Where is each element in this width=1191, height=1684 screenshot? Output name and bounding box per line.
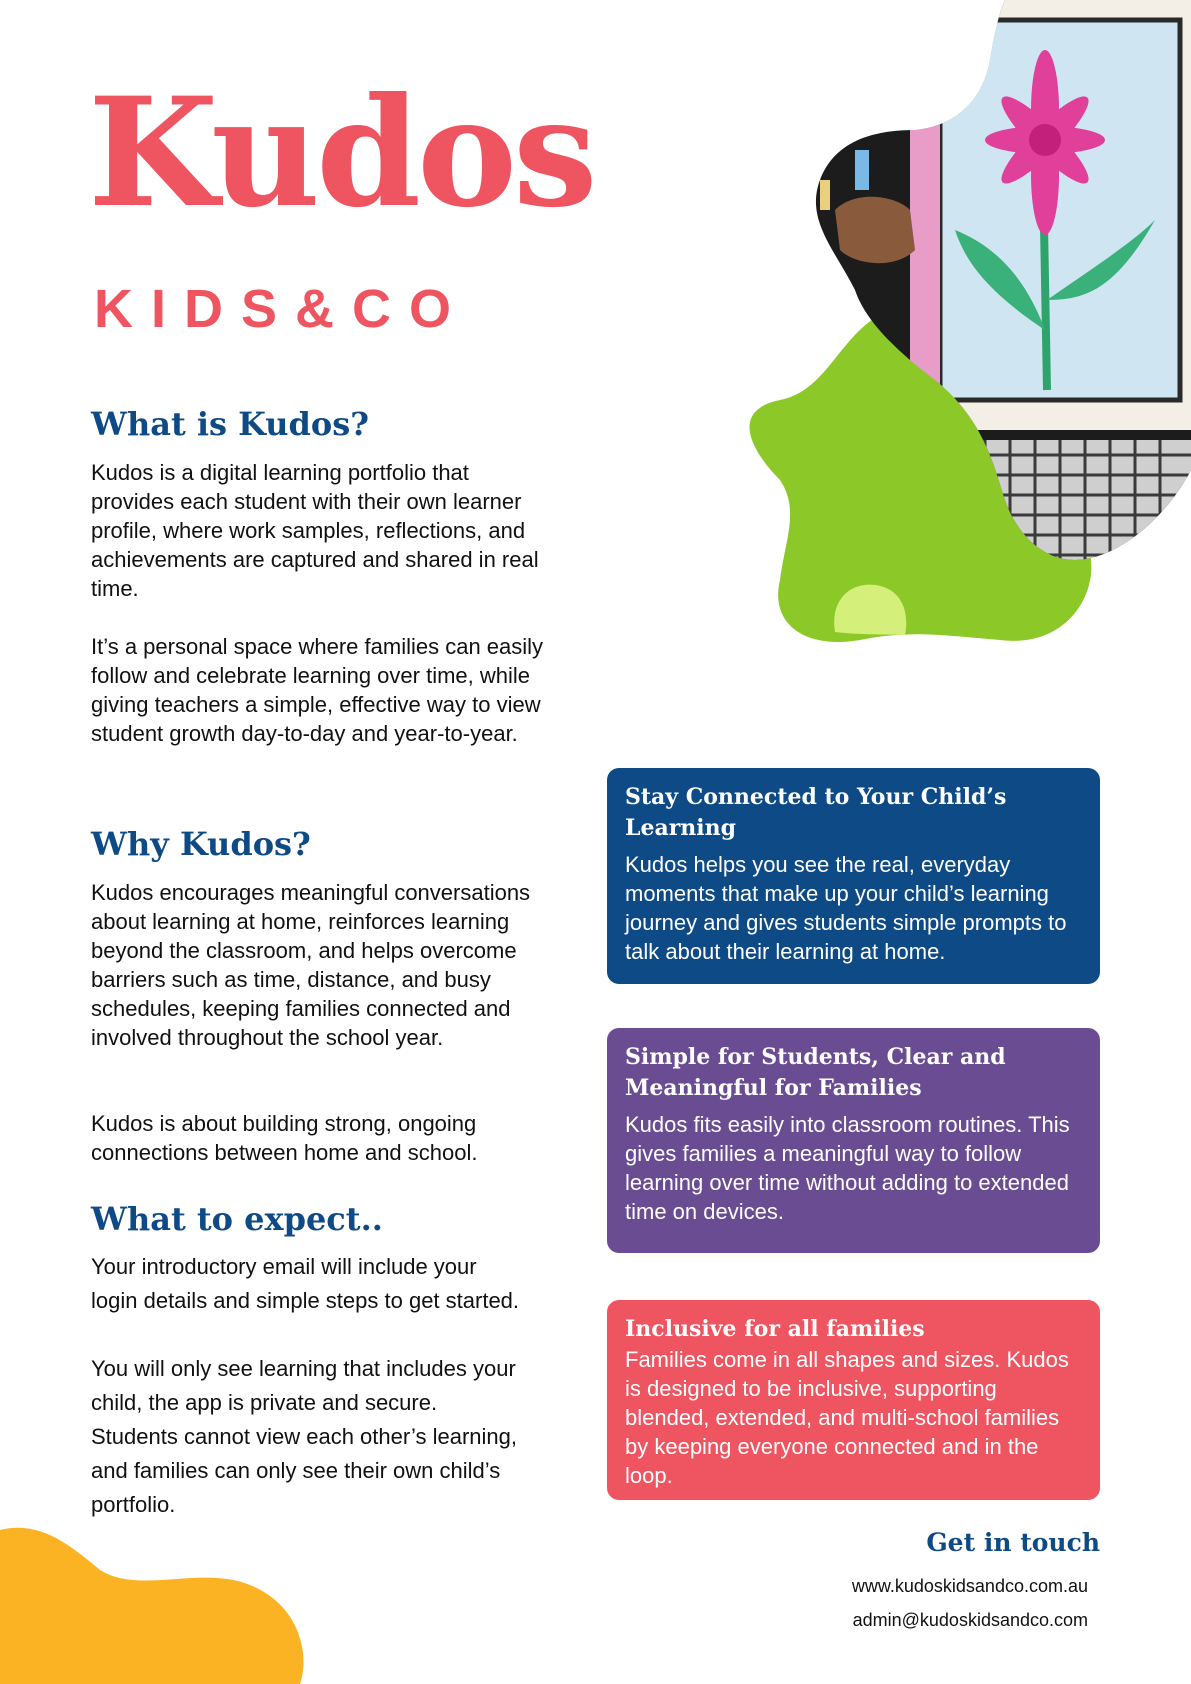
paragraph-why-1: Kudos encourages meaningful conversations about learning at home, reinforces learning beyond the classroom, and helps overcome barriers such as time, distance, and busy schedules, keeping families connected and involved throughout the school year. — [91, 880, 531, 1050]
paragraph-why-2: Kudos is about building strong, ongoing connections between home and school. — [91, 1111, 478, 1165]
card-stay-connected — [607, 768, 1100, 984]
kids-and-co-logo-subtitle: KIDS&CO — [94, 279, 470, 339]
email-link[interactable]: admin@kudoskidsandco.com — [852, 1610, 1088, 1630]
card-title: Simple for Students, Clear and Meaningful for Families — [625, 1044, 1006, 1101]
card-body: Kudos fits easily into classroom routines. This gives families a meaningful way to follow learning over time without adding to extended time on devices. — [625, 1112, 1070, 1224]
paragraph-expect-1: Your introductory email will include your login details and simple steps to get started. — [91, 1254, 520, 1313]
paragraph-what-is-2: It’s a personal space where families can easily follow and celebrate learning over time, while giving teachers a simple, effective way to view student growth day-to-day and year-to-year. — [91, 634, 544, 746]
card-body: Kudos helps you see the real, everyday moments that make up your child’s learning journey and gives students simple prompts to talk about their learning at home. — [625, 852, 1067, 964]
website-link[interactable]: www.kudoskidsandco.com.au — [851, 1576, 1088, 1596]
card-title: Stay Connected to Your Child’s Learning — [625, 784, 1007, 841]
card-inclusive — [607, 1300, 1100, 1500]
section-heading-what-is: What is Kudos? — [91, 405, 370, 443]
paragraph-what-is-1: Kudos is a digital learning portfolio that provides each student with their own learner profile, where work samples, reflections, and achievements are captured and shared in real time. — [91, 460, 539, 601]
section-heading-expect: What to expect.. — [91, 1200, 383, 1238]
card-title: Inclusive for all families — [625, 1316, 925, 1342]
paragraph-expect-2: You will only see learning that includes your child, the app is private and secure. Students cannot view each other’s learning, and families can only see their own child’s portfolio. — [91, 1356, 518, 1517]
yellow-blob-decoration — [0, 1525, 310, 1684]
get-in-touch-heading: Get in touch — [926, 1528, 1100, 1557]
child-artwork-photo — [815, 0, 1191, 570]
card-simple-for-students — [607, 1028, 1100, 1253]
kudos-logo-wordmark: Kudos — [88, 65, 594, 241]
card-body: Families come in all shapes and sizes. Kudos is designed to be inclusive, supporting blended, extended, and multi-school families by keeping everyone connected and in the loop. — [625, 1347, 1069, 1488]
section-heading-why: Why Kudos? — [91, 825, 311, 863]
